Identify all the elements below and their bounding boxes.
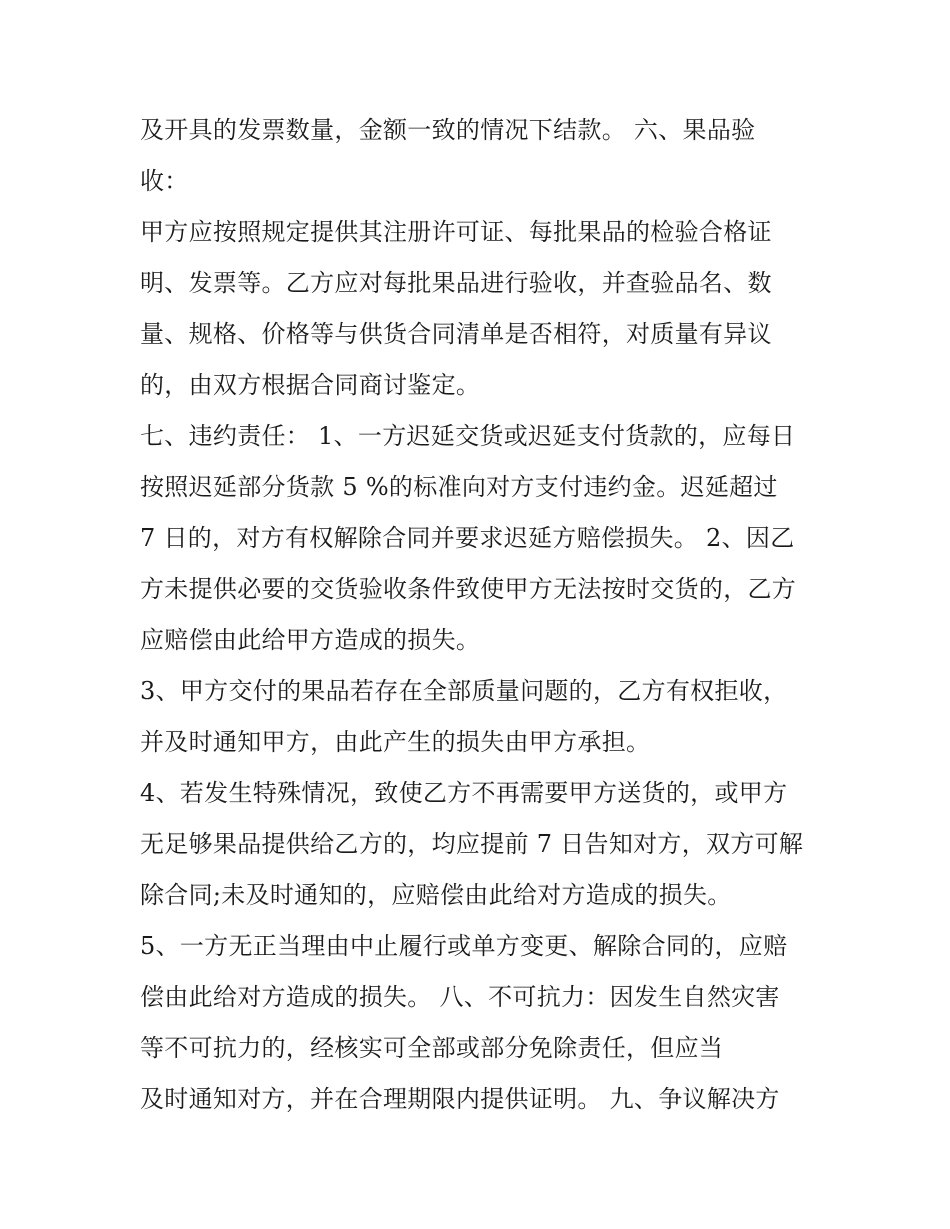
text-line: 甲方应按照规定提供其注册许可证、每批果品的检验合格证 [140, 218, 772, 246]
text-line: 除合同;未及时通知的，应赔偿由此给对方造成的损失。 [140, 881, 732, 909]
text-line: 偿由此给对方造成的损失。 八、不可抗力：因发生自然灾害 [140, 983, 780, 1011]
text-line: 等不可抗力的，经核实可全部或部分免除责任，但应当 [140, 1034, 724, 1062]
text-line: 量、规格、价格等与供货合同清单是否相符，对质量有异议 [140, 320, 772, 348]
text-line: 及开具的发票数量，金额一致的情况下结款。 六、果品验 [140, 116, 756, 144]
text-line: 并及时通知甲方，由此产生的损失由甲方承担。 [140, 728, 651, 756]
text-line: 7 日的，对方有权解除合同并要求迟延方赔偿损失。 2、因乙 [140, 524, 795, 552]
text-line: 明、发票等。乙方应对每批果品进行验收，并查验品名、数 [140, 269, 772, 297]
text-line: 的，由双方根据合同商讨鉴定。 [140, 371, 481, 399]
text-line: 无足够果品提供给乙方的，均应提前 7 日告知对方，双方可解 [140, 830, 804, 858]
text-line: 收： [140, 167, 189, 195]
text-line: 方未提供必要的交货验收条件致使甲方无法按时交货的，乙方 [140, 575, 797, 603]
text-line: 七、违约责任： 1、一方迟延交货或迟延支付货款的，应每日 [140, 422, 796, 450]
text-line: 4、若发生特殊情况，致使乙方不再需要甲方送货的，或甲方 [140, 779, 788, 807]
text-line: 应赔偿由此给甲方造成的损失。 [140, 626, 481, 654]
text-line: 5、一方无正当理由中止履行或单方变更、解除合同的，应赔 [140, 932, 788, 960]
text-line: 按照迟延部分货款 5 %的标准向对方支付违约金。迟延超过 [140, 473, 778, 501]
text-line: 及时通知对方，并在合理期限内提供证明。 九、争议解决方 [140, 1085, 780, 1113]
text-line: 3、甲方交付的果品若存在全部质量问题的，乙方有权拒收， [140, 677, 788, 705]
